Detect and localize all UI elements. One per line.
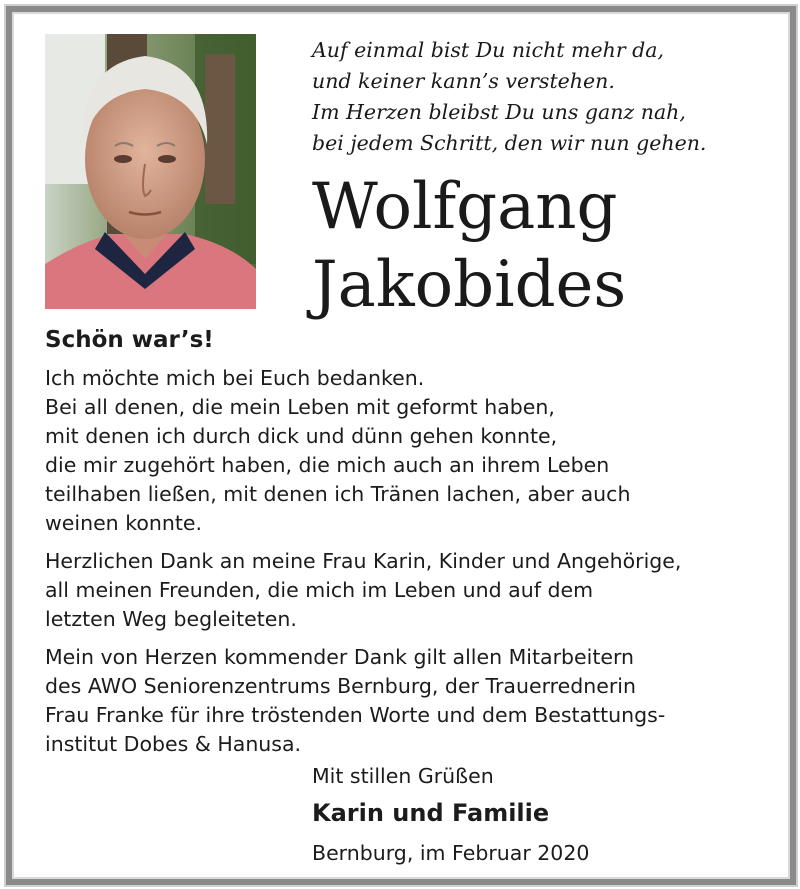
portrait-photo: [45, 34, 256, 309]
message-line: mit denen ich durch dick und dünn gehen konnte,: [45, 424, 558, 448]
message-line: letzten Weg begleiteten.: [45, 607, 297, 631]
place-date: Bernburg, im Februar 2020: [312, 841, 590, 865]
first-name: Wolfgang: [312, 170, 618, 244]
closing-greeting: Mit stillen Grüßen: [312, 764, 494, 788]
poem-line: bei jedem Schritt, den wir nun gehen.: [312, 131, 707, 155]
poem-line: Im Herzen bleibst Du uns ganz nah,: [312, 100, 686, 124]
message-heading: Schön war’s!: [45, 327, 214, 353]
message-paragraph: [45, 643, 775, 759]
message-line: Bei all denen, die mein Leben mit geformt haben,: [45, 395, 555, 419]
family-signature: Karin und Familie: [312, 799, 550, 827]
message-line: all meinen Freunden, die mich im Leben und auf dem: [45, 578, 594, 602]
message-line: Herzlichen Dank an meine Frau Karin, Kinder und Angehörige,: [45, 549, 682, 573]
poem-line: und keiner kann’s verstehen.: [312, 69, 615, 93]
thank-you-message: [45, 364, 775, 768]
poem-line: Auf einmal bist Du nicht mehr da,: [312, 38, 664, 62]
message-line: weinen konnte.: [45, 511, 203, 535]
closing-block: [312, 760, 752, 872]
message-line: institut Dobes & Hanusa.: [45, 732, 302, 756]
message-line: teilhaben ließen, mit denen ich Tränen lachen, aber auch: [45, 482, 631, 506]
message-paragraph: [45, 364, 775, 538]
message-line: des AWO Seniorenzentrums Bernburg, der Trauerrednerin: [45, 674, 636, 698]
memorial-poem: [312, 35, 772, 159]
message-line: Mein von Herzen kommender Dank gilt allen Mitarbeitern: [45, 645, 635, 669]
message-paragraph: [45, 547, 775, 634]
message-line: die mir zugehört haben, die mich auch an ihrem Leben: [45, 453, 610, 477]
message-line: Ich möchte mich bei Euch bedanken.: [45, 366, 425, 390]
deceased-name: [312, 168, 772, 324]
message-line: Frau Franke für ihre tröstenden Worte und dem Bestattungs-: [45, 703, 666, 727]
last-name: Jakobides: [312, 248, 627, 322]
